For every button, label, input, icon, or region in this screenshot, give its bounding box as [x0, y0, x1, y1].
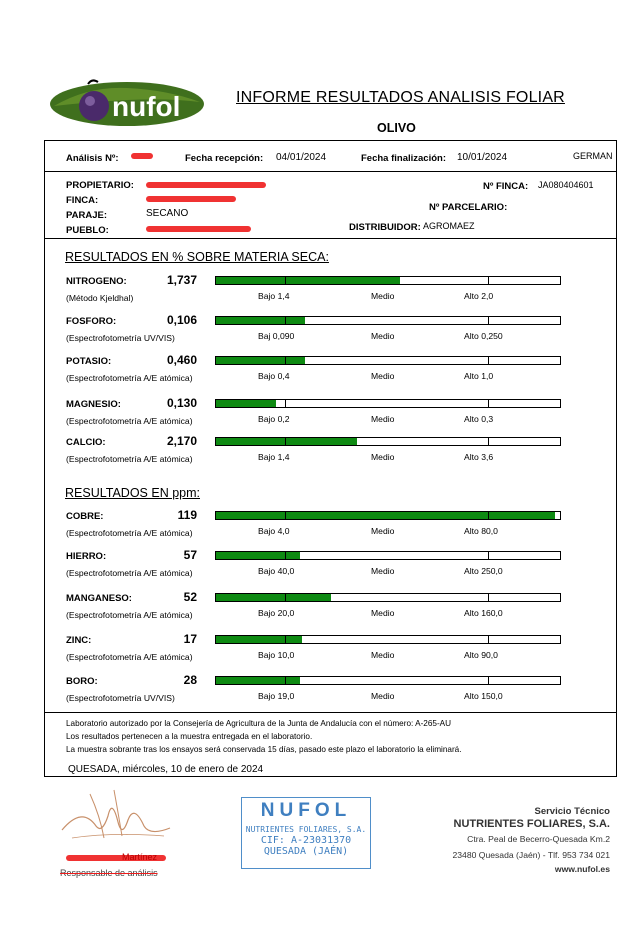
- high-threshold: Alto 0,250: [464, 331, 503, 341]
- medium-label: Medio: [371, 608, 395, 618]
- level-bar-fill: [216, 512, 555, 519]
- farm-label: FINCA:: [66, 195, 99, 206]
- low-threshold: Bajo 19,0: [258, 691, 295, 701]
- stamp-brand: NUFOL: [260, 800, 352, 821]
- analysis-method: (Espectrofotometría UV/VIS): [66, 333, 175, 343]
- service-company: NUTRIENTES FOLIARES, S.A.: [453, 818, 610, 830]
- high-threshold: Alto 2,0: [464, 291, 494, 301]
- level-bar-tick: [285, 677, 286, 684]
- level-bar-tick: [285, 594, 286, 601]
- final-date: 10/01/2024: [457, 152, 508, 163]
- level-bar-tick: [285, 400, 286, 407]
- level-bar-tick: [488, 594, 489, 601]
- sample-ownership-note: Los resultados pertenecen a la muestra entregada en el laboratorio.: [66, 732, 313, 741]
- handwritten-signature: [52, 786, 182, 848]
- element-name: NITROGENO:: [66, 276, 127, 287]
- report-title: INFORME RESULTADOS ANALISIS FOLIAR: [236, 89, 565, 106]
- medium-label: Medio: [371, 526, 395, 536]
- element-name: HIERRO:: [66, 551, 107, 562]
- level-bar-tick: [285, 438, 286, 445]
- level-bar-tick: [285, 317, 286, 324]
- signer-role: Responsable de análisis: [60, 868, 158, 878]
- level-bar-fill: [216, 277, 400, 284]
- operator-name: GERMAN: [573, 151, 613, 161]
- low-threshold: Baj 0,090: [258, 331, 295, 341]
- level-bar-fill: [216, 438, 357, 445]
- place-value: SECANO: [146, 208, 189, 219]
- stamp-city: QUESADA (JAÉN): [263, 846, 349, 857]
- level-bar-fill: [216, 552, 300, 559]
- distributor-label: DISTRIBUIDOR:: [349, 222, 421, 233]
- analysis-method: (Espectrofotometría A/E atómica): [66, 568, 193, 578]
- high-threshold: Alto 160,0: [464, 608, 503, 618]
- element-value: 57: [183, 548, 197, 562]
- level-bar-fill: [216, 677, 300, 684]
- level-bar: [215, 676, 561, 685]
- low-threshold: Bajo 0,2: [258, 414, 290, 424]
- stamp-company: NUTRIENTES FOLIARES, S.A.: [245, 825, 367, 834]
- element-value: 17: [183, 632, 197, 646]
- level-bar-tick: [488, 400, 489, 407]
- service-heading: Servicio Técnico: [534, 806, 610, 817]
- medium-label: Medio: [371, 566, 395, 576]
- medium-label: Medio: [371, 452, 395, 462]
- medium-label: Medio: [371, 331, 395, 341]
- level-bar: [215, 635, 561, 644]
- redaction-mark: [146, 182, 266, 188]
- element-value: 2,170: [166, 434, 197, 448]
- low-threshold: Bajo 1,4: [258, 291, 290, 301]
- element-name: MANGANESO:: [66, 593, 132, 604]
- crop-name: OLIVO: [377, 121, 416, 135]
- level-bar-fill: [216, 357, 305, 364]
- medium-label: Medio: [371, 371, 395, 381]
- analysis-method: (Espectrofotometría A/E atómica): [66, 454, 193, 464]
- element-name: POTASIO:: [66, 356, 112, 367]
- level-bar-tick: [285, 636, 286, 643]
- level-bar: [215, 593, 561, 602]
- analysis-method: (Espectrofotometría A/E atómica): [66, 528, 193, 538]
- level-bar: [215, 511, 561, 520]
- stamp-cif: CIF: A-23031370: [260, 835, 352, 846]
- reception-date-label: Fecha recepción:: [185, 153, 264, 164]
- high-threshold: Alto 1,0: [464, 371, 494, 381]
- level-bar-tick: [488, 357, 489, 364]
- element-name: MAGNESIO:: [66, 399, 121, 410]
- analysis-method: (Espectrofotometría A/E atómica): [66, 416, 193, 426]
- level-bar-fill: [216, 594, 331, 601]
- redaction-mark: [146, 226, 251, 232]
- level-bar-tick: [488, 636, 489, 643]
- element-name: FOSFORO:: [66, 316, 117, 327]
- high-threshold: Alto 150,0: [464, 691, 503, 701]
- high-threshold: Alto 80,0: [464, 526, 498, 536]
- element-value: 0,130: [166, 396, 197, 410]
- medium-label: Medio: [371, 650, 395, 660]
- analysis-method: (Espectrofotometría A/E atómica): [66, 652, 193, 662]
- reception-date: 04/01/2024: [276, 152, 327, 163]
- high-threshold: Alto 3,6: [464, 452, 494, 462]
- report-date-line: QUESADA, miércoles, 10 de enero de 2024: [68, 764, 264, 775]
- element-value: 52: [183, 590, 197, 604]
- element-value: 28: [183, 673, 197, 687]
- company-stamp: [241, 797, 371, 869]
- low-threshold: Bajo 40,0: [258, 566, 295, 576]
- owner-label: PROPIETARIO:: [66, 180, 134, 191]
- sample-retention-note: La muestra sobrante tras los ensayos será conservada 15 días, pasado este plazo el laboratorio la eliminará.: [66, 745, 462, 754]
- farm-number: JA080404601: [538, 180, 594, 190]
- level-bar-tick: [488, 438, 489, 445]
- section-ppm-title: RESULTADOS EN ppm:: [65, 486, 200, 500]
- town-label: PUEBLO:: [66, 225, 109, 236]
- high-threshold: Alto 0,3: [464, 414, 494, 424]
- final-date-label: Fecha finalización:: [361, 153, 446, 164]
- low-threshold: Bajo 10,0: [258, 650, 295, 660]
- element-value: 0,460: [166, 353, 197, 367]
- level-bar-tick: [488, 317, 489, 324]
- level-bar-tick: [488, 277, 489, 284]
- service-address: Ctra. Peal de Becerro-Quesada Km.2: [467, 834, 610, 844]
- level-bar: [215, 356, 561, 365]
- element-value: 1,737: [166, 273, 197, 287]
- high-threshold: Alto 250,0: [464, 566, 503, 576]
- medium-label: Medio: [371, 414, 395, 424]
- service-website: www.nufol.es: [554, 864, 610, 874]
- lab-authorization-note: Laboratorio autorizado por la Consejería de Agricultura de la Junta de Andalucía con el número: A-265-AU: [66, 719, 452, 728]
- element-name: CALCIO:: [66, 437, 106, 448]
- analysis-method: (Espectrofotometría A/E atómica): [66, 610, 193, 620]
- analysis-header-box: [44, 140, 617, 172]
- level-bar-fill: [216, 636, 302, 643]
- element-name: COBRE:: [66, 511, 104, 522]
- level-bar-tick: [285, 512, 286, 519]
- section-percent-title: RESULTADOS EN % SOBRE MATERIA SECA:: [65, 250, 329, 264]
- parcel-number-label: Nº PARCELARIO:: [429, 202, 508, 213]
- medium-label: Medio: [371, 691, 395, 701]
- low-threshold: Bajo 0,4: [258, 371, 290, 381]
- low-threshold: Bajo 20,0: [258, 608, 295, 618]
- medium-label: Medio: [371, 291, 395, 301]
- analysis-method: (Espectrofotometría A/E atómica): [66, 373, 193, 383]
- high-threshold: Alto 90,0: [464, 650, 498, 660]
- level-bar-tick: [488, 677, 489, 684]
- level-bar: [215, 437, 561, 446]
- element-value: 119: [177, 508, 197, 522]
- analysis-method: (Método Kjeldhal): [66, 293, 134, 303]
- level-bar-fill: [216, 317, 305, 324]
- level-bar: [215, 551, 561, 560]
- distributor-value: AGROMAEZ: [423, 221, 475, 231]
- place-label: PARAJE:: [66, 210, 107, 221]
- low-threshold: Bajo 4,0: [258, 526, 290, 536]
- nufol-logo: [48, 76, 206, 130]
- level-bar-fill: [216, 400, 276, 407]
- analysis-number-label: Análisis Nº:: [66, 153, 119, 164]
- low-threshold: Bajo 1,4: [258, 452, 290, 462]
- level-bar-tick: [285, 552, 286, 559]
- level-bar-tick: [285, 357, 286, 364]
- level-bar-tick: [488, 552, 489, 559]
- service-phone: 23480 Quesada (Jaén) - Tlf. 953 734 021: [452, 850, 610, 860]
- analysis-method: (Espectrofotometría UV/VIS): [66, 693, 175, 703]
- element-name: BORO:: [66, 676, 98, 687]
- signer-name: Martínez: [122, 852, 158, 862]
- element-name: ZINC:: [66, 635, 92, 646]
- level-bar: [215, 316, 561, 325]
- redaction-mark: [146, 196, 236, 202]
- level-bar-tick: [488, 512, 489, 519]
- level-bar: [215, 276, 561, 285]
- element-value: 0,106: [166, 313, 197, 327]
- farm-number-label: Nº FINCA:: [483, 181, 529, 192]
- level-bar-tick: [285, 277, 286, 284]
- svg-text:nufol: nufol: [112, 91, 181, 122]
- redaction-mark: [131, 153, 153, 159]
- level-bar: [215, 399, 561, 408]
